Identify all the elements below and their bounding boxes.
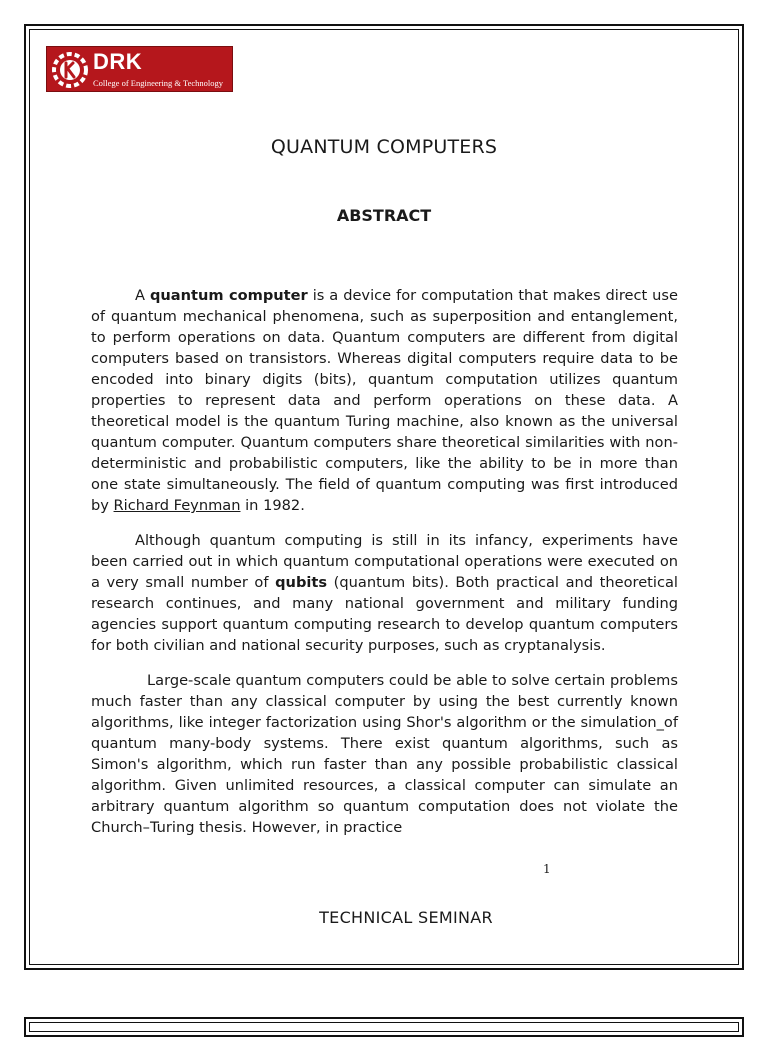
paragraph-2-text-a: Although quantum computing is still in its infancy, experiments have been carried out in which quantum computational operations were executed on a very small number of (91, 532, 678, 591)
section-heading: ABSTRACT (336, 206, 432, 225)
logo-tagline: College of Engineering & Technology (93, 78, 224, 88)
page-number: 1 (543, 862, 551, 876)
logo-name: DRK (93, 49, 143, 74)
paragraph-2-text-b: (quantum bits). Both practical and theoretical research continues, and many national government and military funding agencies support quantum computing research to develop quantum computers for both civilian and national security purposes, such as cryptanalysis. (91, 574, 678, 654)
paragraph-1-text-a: A (135, 287, 150, 304)
footer-title: TECHNICAL SEMINAR (319, 908, 493, 927)
next-page-border (24, 1017, 744, 1037)
richard-feynman-link[interactable]: Richard Feynman (113, 497, 241, 514)
abstract-body (91, 285, 678, 852)
paragraph-3: Large-scale quantum computers could be able to solve certain problems much faster than any classical computer by using the best currently known algorithms, like integer factorization using Shor's algorithm or the simulation_of quantum many-body systems. There exist quantum algorithms, such as Simon's algorithm, which run faster than any possible probabilistic classical algorithm. Given unlimited resources, a classical computer can simulate an arbitrary quantum algorithm so quantum computation does not violate the Church–Turing thesis. However, in practice (91, 672, 678, 836)
paragraph-2-bold-term: qubits (275, 574, 328, 591)
college-logo (46, 46, 233, 92)
paragraph-1-text-b: is a device for computation that makes direct use of quantum mechanical phenomena, such as superposition and entanglement, to perform operations on data. Quantum computers are different from digital computers based on transistors. Whereas digital computers require data to be encoded into binary digits (bits), quantum computation utilizes quantum properties to represent data and perform operations on these data. A theoretical model is the quantum Turing machine, also known as the universal quantum computer. Quantum computers share theoretical similarities with non-deterministic and probabilistic computers, like the ability to be in more than one state simultaneously. The field of quantum computing was first introduced by (91, 287, 679, 514)
logo-emblem-icon (51, 51, 89, 89)
paragraph-1 (91, 285, 678, 516)
document-title: QUANTUM COMPUTERS (270, 136, 498, 158)
paragraph-2 (91, 530, 678, 656)
paragraph-1-bold-term: quantum computer (149, 287, 308, 304)
paragraph-1-text-c: in 1982. (240, 497, 305, 514)
